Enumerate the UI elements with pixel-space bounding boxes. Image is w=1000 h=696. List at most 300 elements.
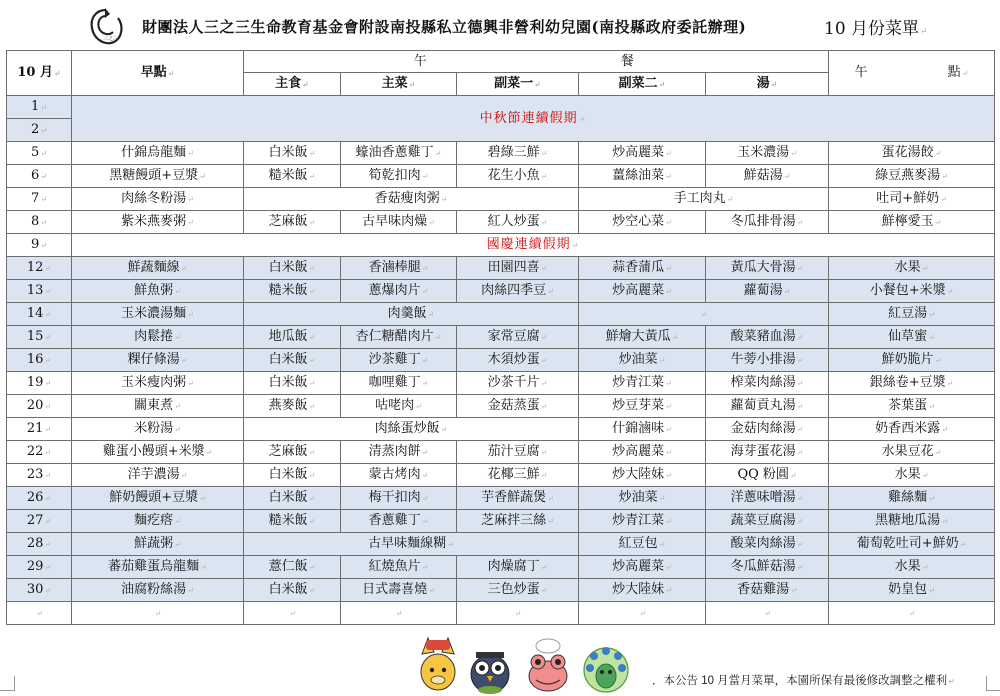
snack-cell-text: 綠豆燕麥湯 [875,168,941,183]
day-cell-text: 30 [26,582,44,597]
breakfast-cell: 米粉湯↵ [72,418,244,441]
breakfast-cell-text: 玉米濃湯麵 [121,306,187,321]
snack-cell: 紅豆湯↵ [829,303,995,326]
main-dish-cell-text: 咖哩雞丁 [368,375,421,390]
staple-cell-text: 糙米飯 [268,513,308,528]
day-cell-text: 13 [26,283,44,298]
lunch-merged-cell: 古早味麵線糊↵ [244,533,579,556]
snack-cell-text: 雞絲麵 [888,490,928,505]
main-dish-cell: 清蒸肉餅↵ [341,441,457,464]
side-2-cell: 什錦滷味↵ [579,418,706,441]
menu-row [7,188,995,211]
day-cell: 26↵ [7,487,72,510]
holiday-text: 中秋節連續假期 [479,110,578,126]
side-1-cell: 金菇蒸蛋↵ [457,395,579,418]
side-2-cell: 炒青江菜↵ [579,372,706,395]
soup-cell: QQ 粉圓↵ [706,464,829,487]
menu-row [7,142,995,165]
lunch-merged-cell-text: 肉羹飯 [387,306,427,321]
side-1-cell: 田園四喜↵ [457,257,579,280]
day-cell: 1↵ [7,96,72,119]
day-cell: 28↵ [7,533,72,556]
side-2-cell-text: 什錦滷味 [612,421,665,436]
lunch-merged-cell: 手工肉丸↵ [579,188,829,211]
staple-cell-text: 白米飯 [268,375,308,390]
side-1-cell-text: 花生小魚 [487,168,540,183]
lunch-merged-cell-text: 手工肉丸 [673,191,726,206]
snack-cell: 奶香西米露↵ [829,418,995,441]
header-lunch-right: 餐 [457,51,829,73]
breakfast-cell-text: 米粉湯 [134,421,174,436]
breakfast-cell: 鮮蔬粥↵ [72,533,244,556]
owl-mascot-icon [471,652,509,694]
holiday-cell: 中秋節連續假期↵ [72,96,995,142]
soup-cell-text: 牛蒡小排湯 [730,352,796,367]
soup-cell-text: 玉米濃湯 [737,145,790,160]
menu-row [7,257,995,280]
empty-cell: ↵ [457,602,579,625]
header-lunch-left: 午 [244,51,457,73]
soup-cell: 鮮菇湯↵ [706,165,829,188]
staple-cell-text: 白米飯 [268,352,308,367]
menu-row [7,395,995,418]
main-dish-cell-text: 蔥爆肉片 [368,283,421,298]
frog-mascot-icon [529,639,567,691]
side-2-cell-text: 炒青江菜 [612,513,665,528]
lunch-merged-cell: ↵ [579,303,829,326]
menu-row [7,579,995,602]
empty-cell: ↵ [341,602,457,625]
staple-cell-text: 白米飯 [268,145,308,160]
lunch-merged-cell: 香菇瘦肉粥↵ [244,188,579,211]
soup-cell: 香菇雞湯↵ [706,579,829,602]
breakfast-cell-text: 肉絲冬粉湯 [121,191,187,206]
soup-cell: 蘿蔔湯↵ [706,280,829,303]
breakfast-cell: 粿仔條湯↵ [72,349,244,372]
lunch-merged-cell: 肉絲蛋炒飯↵ [244,418,579,441]
side-2-cell: 炒大陸妹↵ [579,579,706,602]
main-dish-cell-text: 梅干扣肉 [368,490,421,505]
side-2-cell: 紅豆包↵ [579,533,706,556]
snack-cell: 蛋花湯餃↵ [829,142,995,165]
side-2-cell: 炒大陸妹↵ [579,464,706,487]
menu-row [7,533,995,556]
soup-cell-text: 黃瓜大骨湯 [730,260,796,275]
snack-cell: 綠豆燕麥湯↵ [829,165,995,188]
day-cell: 22↵ [7,441,72,464]
side-1-cell-text: 肉燥腐丁 [487,559,540,574]
staple-cell-text: 芝麻飯 [268,214,308,229]
breakfast-cell-text: 麵疙瘩 [134,513,174,528]
day-cell-text: 22 [26,444,44,459]
soup-cell: 冬瓜排骨湯↵ [706,211,829,234]
snack-cell: 茶葉蛋↵ [829,395,995,418]
breakfast-cell-text: 蕃茄雞蛋烏龍麵 [108,559,200,574]
page-margin-mark-right [986,676,1000,691]
day-cell: 29↵ [7,556,72,579]
day-cell: 6↵ [7,165,72,188]
side-2-cell: 炒油菜↵ [579,349,706,372]
main-dish-cell: 杏仁糖醋肉片↵ [341,326,457,349]
menu-row [7,556,995,579]
breakfast-cell-text: 玉米瘦肉粥 [121,375,187,390]
main-dish-cell: 日式壽喜燒↵ [341,579,457,602]
soup-cell-text: 酸菜肉絲湯 [730,536,796,551]
side-1-cell-text: 芋香鮮蔬煲 [481,490,547,505]
side-1-cell: 木須炒蛋↵ [457,349,579,372]
side-1-cell: 芋香鮮蔬煲↵ [457,487,579,510]
lunch-merged-cell-text: 肉絲蛋炒飯 [374,421,440,436]
staple-cell-text: 糙米飯 [268,283,308,298]
page-margin-mark-left [0,676,15,691]
breakfast-cell: 玉米瘦肉粥↵ [72,372,244,395]
snack-cell: 鮮奶脆片↵ [829,349,995,372]
header-breakfast: 早點↵ [72,51,244,96]
snack-cell: 雞絲麵↵ [829,487,995,510]
table-empty-row [7,602,995,625]
soup-cell: 榨菜肉絲湯↵ [706,372,829,395]
breakfast-cell-text: 油腐粉絲湯 [121,582,187,597]
day-cell-text: 26 [26,490,44,505]
breakfast-cell: 麵疙瘩↵ [72,510,244,533]
peacock-mascot-icon [584,647,628,692]
holiday-cell: 國慶連續假期↵ [72,234,995,257]
soup-cell-text: 冬瓜鮮菇湯 [730,559,796,574]
staple-cell-text: 薏仁飯 [268,559,308,574]
breakfast-cell-text: 肉鬆捲 [134,329,174,344]
snack-cell: 葡萄乾吐司+鮮奶↵ [829,533,995,556]
main-dish-cell: 沙茶雞丁↵ [341,349,457,372]
snack-cell-text: 吐司+鮮奶 [876,191,940,206]
menu-row [7,441,995,464]
lunch-merged-cell: 肉羹飯↵ [244,303,579,326]
main-dish-cell-text: 日式壽喜燒 [362,582,428,597]
main-dish-cell-text: 筍乾扣肉 [368,168,421,183]
side-1-cell: 茄汁豆腐↵ [457,441,579,464]
breakfast-cell: 鮮魚粥↵ [72,280,244,303]
side-2-cell: 薑絲油菜↵ [579,165,706,188]
soup-cell: 蘿蔔貢丸湯↵ [706,395,829,418]
day-cell-text: 20 [26,398,44,413]
month-title: 10 月份菜單↵ [824,19,928,39]
soup-cell-text: 蔬菜豆腐湯 [730,513,796,528]
staple-cell-text: 白米飯 [268,467,308,482]
main-dish-cell: 紅燒魚片↵ [341,556,457,579]
side-1-cell-text: 沙茶千片 [487,375,540,390]
side-1-cell-text: 三色炒蛋 [487,582,540,597]
menu-row [7,211,995,234]
side-2-cell-text: 炒大陸妹 [612,582,665,597]
side-2-cell-text: 鮮燴大黃瓜 [605,329,671,344]
snack-cell: 水果↵ [829,556,995,579]
snack-cell-text: 小餐包+米漿 [869,283,946,298]
soup-cell: 洋蔥味噌湯↵ [706,487,829,510]
side-1-cell-text: 茄汁豆腐 [487,444,540,459]
main-dish-cell-text: 蒙古烤肉 [368,467,421,482]
page-footer [0,632,1000,696]
staple-cell-text: 糙米飯 [268,168,308,183]
side-2-cell: 鮮燴大黃瓜↵ [579,326,706,349]
menu-row [7,165,995,188]
breakfast-cell: 肉鬆捲↵ [72,326,244,349]
side-2-cell: 炒高麗菜↵ [579,441,706,464]
staple-cell: 白米飯↵ [244,372,341,395]
day-cell: 30↵ [7,579,72,602]
side-2-cell-text: 炒高麗菜 [612,283,665,298]
menu-row [7,418,995,441]
soup-cell: 冬瓜鮮菇湯↵ [706,556,829,579]
menu-row [7,280,995,303]
snack-cell: 水果↵ [829,464,995,487]
day-cell: 12↵ [7,257,72,280]
main-dish-cell-text: 香滷棒腿 [368,260,421,275]
snack-cell-text: 葡萄乾吐司+鮮奶 [856,536,959,551]
side-1-cell: 花生小魚↵ [457,165,579,188]
side-1-cell: 三色炒蛋↵ [457,579,579,602]
snack-cell-text: 水果 [894,260,921,275]
staple-cell: 芝麻飯↵ [244,211,341,234]
day-cell-text: 27 [26,513,44,528]
breakfast-cell: 油腐粉絲湯↵ [72,579,244,602]
main-dish-cell: 梅干扣肉↵ [341,487,457,510]
snack-cell-text: 仙草蜜 [888,329,928,344]
menu-row [7,464,995,487]
soup-cell: 玉米濃湯↵ [706,142,829,165]
breakfast-cell: 蕃茄雞蛋烏龍麵↵ [72,556,244,579]
day-cell-text: 19 [26,375,44,390]
staple-cell: 糙米飯↵ [244,510,341,533]
main-dish-cell-text: 杏仁糖醋肉片 [355,329,434,344]
side-1-cell: 芝麻拌三絲↵ [457,510,579,533]
side-2-cell-text: 炒青江菜 [612,375,665,390]
soup-cell-text: 酸菜豬血湯 [730,329,796,344]
side-1-cell-text: 芝麻拌三絲 [481,513,547,528]
soup-cell-text: QQ 粉圓 [737,467,789,482]
side-2-cell-text: 薑絲油菜 [612,168,665,183]
main-dish-cell-text: 咕咾肉 [375,398,415,413]
main-dish-cell: 咖哩雞丁↵ [341,372,457,395]
side-2-cell-text: 蒜香蒲瓜 [612,260,665,275]
breakfast-cell: 鮮蔬麵線↵ [72,257,244,280]
header-month: 10 月↵ [7,51,72,96]
day-cell-text: 29 [26,559,44,574]
menu-row [7,372,995,395]
staple-cell-text: 燕麥飯 [268,398,308,413]
soup-cell-text: 金菇肉絲湯 [730,421,796,436]
menu-row [7,303,995,326]
side-1-cell: 肉絲四季豆↵ [457,280,579,303]
lunch-merged-cell-text: 香菇瘦肉粥 [374,191,440,206]
main-dish-cell-text: 蠔油香蔥雞丁 [355,145,434,160]
snack-cell: 水果豆花↵ [829,441,995,464]
side-2-cell-text: 炒空心菜 [612,214,665,229]
snack-cell-text: 奶皇包 [888,582,928,597]
main-dish-cell: 香滷棒腿↵ [341,257,457,280]
day-cell: 15↵ [7,326,72,349]
side-1-cell-text: 田園四喜 [487,260,540,275]
day-cell-text: 7 [31,191,40,206]
breakfast-cell-text: 鮮魚粥 [134,283,174,298]
soup-cell-text: 海芽蛋花湯 [730,444,796,459]
soup-cell-text: 榨菜肉絲湯 [730,375,796,390]
menu-row [7,487,995,510]
breakfast-cell: 玉米濃湯麵↵ [72,303,244,326]
staple-cell: 糙米飯↵ [244,165,341,188]
empty-cell: ↵ [72,602,244,625]
breakfast-cell-text: 什錦烏龍麵 [121,145,187,160]
main-dish-cell: 古早味肉燥↵ [341,211,457,234]
side-1-cell: 家常豆腐↵ [457,326,579,349]
side-2-cell: 炒高麗菜↵ [579,280,706,303]
staple-cell: 糙米飯↵ [244,280,341,303]
side-2-cell: 蒜香蒲瓜↵ [579,257,706,280]
main-dish-cell: 香蔥雞丁↵ [341,510,457,533]
breakfast-cell-text: 黑糖饅頭+豆漿 [109,168,199,183]
empty-cell: ↵ [706,602,829,625]
snack-cell-text: 鮮檸愛玉 [881,214,934,229]
side-2-cell-text: 紅豆包 [618,536,658,551]
staple-cell-text: 白米飯 [268,260,308,275]
side-1-cell-text: 肉絲四季豆 [481,283,547,298]
snack-cell: 鮮檸愛玉↵ [829,211,995,234]
side-1-cell-text: 紅人炒蛋 [487,214,540,229]
header-side-1: 副菜一↵ [457,73,579,96]
breakfast-cell-text: 鮮奶饅頭+豆漿 [109,490,199,505]
snack-cell-text: 水果 [894,467,921,482]
breakfast-cell: 肉絲冬粉湯↵ [72,188,244,211]
breakfast-cell-text: 關東煮 [134,398,174,413]
staple-cell-text: 白米飯 [268,490,308,505]
snack-cell: 小餐包+米漿↵ [829,280,995,303]
day-cell: 14↵ [7,303,72,326]
side-1-cell: 碧綠三鮮↵ [457,142,579,165]
holiday-text: 國慶連續假期 [486,237,571,252]
day-cell: 8↵ [7,211,72,234]
breakfast-cell-text: 洋芋濃湯 [127,467,180,482]
menu-row [7,349,995,372]
staple-cell: 燕麥飯↵ [244,395,341,418]
svg-text:三之三: 三之三 [103,36,119,42]
main-dish-cell: 蔥爆肉片↵ [341,280,457,303]
snack-cell-text: 奶香西米露 [875,421,941,436]
staple-cell-text: 白米飯 [268,582,308,597]
day-cell-text: 16 [26,352,44,367]
snack-cell: 吐司+鮮奶↵ [829,188,995,211]
empty-cell: ↵ [7,602,72,625]
day-cell-text: 12 [26,260,44,275]
side-2-cell-text: 炒大陸妹 [612,467,665,482]
side-2-cell: 炒油菜↵ [579,487,706,510]
day-cell-text: 6 [31,168,40,183]
soup-cell-text: 冬瓜排骨湯 [730,214,796,229]
empty-cell: ↵ [829,602,995,625]
day-cell-text: 15 [26,329,44,344]
snack-cell: 奶皇包↵ [829,579,995,602]
soup-cell: 黃瓜大骨湯↵ [706,257,829,280]
day-cell-text: 21 [26,421,44,436]
staple-cell: 芝麻飯↵ [244,441,341,464]
page-title: 財團法人三之三生命教育基金會附設南投縣私立德興非營利幼兒園(南投縣政府委託辦理) [142,18,747,36]
snack-cell-text: 紅豆湯 [888,306,928,321]
main-dish-cell-text: 清蒸肉餅 [368,444,421,459]
staple-cell: 白米飯↵ [244,464,341,487]
breakfast-cell: 洋芋濃湯↵ [72,464,244,487]
staple-cell: 白米飯↵ [244,349,341,372]
day-cell: 5↵ [7,142,72,165]
snack-cell-text: 銀絲卷+豆漿 [869,375,946,390]
main-dish-cell: 蒙古烤肉↵ [341,464,457,487]
page-header [0,0,1000,50]
side-2-cell-text: 炒豆芽菜 [612,398,665,413]
snack-cell-text: 黑糖地瓜湯 [875,513,941,528]
side-1-cell: 花椰三鮮↵ [457,464,579,487]
staple-cell: 薏仁飯↵ [244,556,341,579]
day-cell: 20↵ [7,395,72,418]
table-header-row-1 [7,51,995,73]
day-cell-text: 9 [31,237,40,252]
day-cell-text: 8 [31,214,40,229]
snack-cell-text: 水果 [894,559,921,574]
menu-row [7,326,995,349]
day-cell: 27↵ [7,510,72,533]
snack-cell-text: 蛋花湯餃 [881,145,934,160]
breakfast-cell: 黑糖饅頭+豆漿↵ [72,165,244,188]
main-dish-cell-text: 香蔥雞丁 [368,513,421,528]
snack-cell-text: 水果豆花 [881,444,934,459]
foundation-logo [86,6,126,48]
header-soup: 湯↵ [706,73,829,96]
soup-cell: 酸菜豬血湯↵ [706,326,829,349]
menu-table-body [7,96,995,602]
staple-cell: 白米飯↵ [244,579,341,602]
day-cell-text: 14 [26,306,44,321]
main-dish-cell-text: 紅燒魚片 [368,559,421,574]
side-1-cell-text: 花椰三鮮 [487,467,540,482]
side-2-cell: 炒豆芽菜↵ [579,395,706,418]
soup-cell: 酸菜肉絲湯↵ [706,533,829,556]
breakfast-cell-text: 雞蛋小饅頭+米漿 [102,444,205,459]
header-side-2: 副菜二↵ [579,73,706,96]
day-cell: 2↵ [7,119,72,142]
lunch-merged-cell-text: 古早味麵線糊 [368,536,447,551]
side-2-cell: 炒高麗菜↵ [579,556,706,579]
snack-cell: 水果↵ [829,257,995,280]
side-1-cell-text: 家常豆腐 [487,329,540,344]
staple-cell: 地瓜飯↵ [244,326,341,349]
side-2-cell: 炒青江菜↵ [579,510,706,533]
breakfast-cell: 鮮奶饅頭+豆漿↵ [72,487,244,510]
breakfast-cell-text: 鮮蔬粥 [134,536,174,551]
snack-cell-text: 茶葉蛋 [888,398,928,413]
main-dish-cell: 咕咾肉↵ [341,395,457,418]
soup-cell: 金菇肉絲湯↵ [706,418,829,441]
header-staple: 主食↵ [244,73,341,96]
horse-mascot-icon [421,638,455,690]
breakfast-cell: 什錦烏龍麵↵ [72,142,244,165]
main-dish-cell: 蠔油香蔥雞丁↵ [341,142,457,165]
day-cell: 19↵ [7,372,72,395]
main-dish-cell-text: 古早味肉燥 [362,214,428,229]
menu-row [7,510,995,533]
day-cell-text: 5 [31,145,40,160]
side-1-cell-text: 碧綠三鮮 [487,145,540,160]
day-cell: 9↵ [7,234,72,257]
soup-cell-text: 洋蔥味噌湯 [730,490,796,505]
staple-cell-text: 芝麻飯 [268,444,308,459]
breakfast-cell-text: 鮮蔬麵線 [127,260,180,275]
soup-cell-text: 蘿蔔湯 [743,283,783,298]
header-main-dish: 主菜↵ [341,73,457,96]
